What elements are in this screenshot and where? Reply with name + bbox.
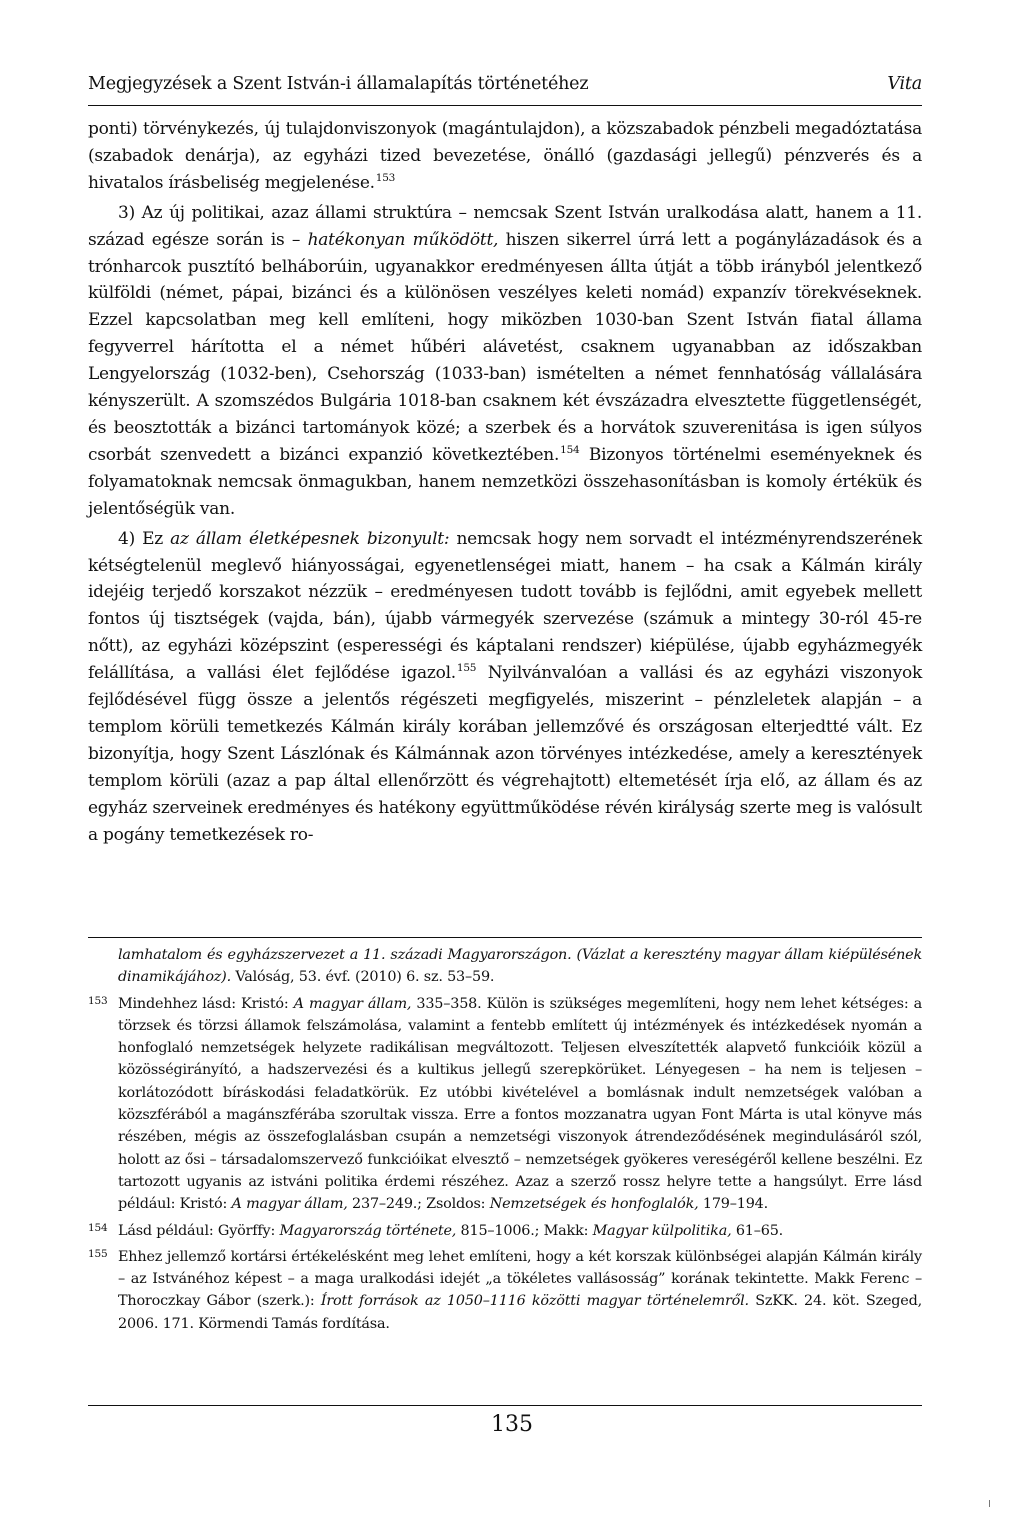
paragraph-text: ponti) törvénykezés, új tulajdonviszonyok (magántulajdon), a közszabadok pénzbeli megadóztatása (szabadok denárja), az egyházi tized bevezetése, önálló (gazdasági jellegű) pénzverés és a hivatalos írásbeliség megjelenése. bbox=[88, 119, 922, 193]
paragraph-text: 4) Ez bbox=[118, 528, 171, 549]
running-header bbox=[88, 74, 922, 94]
footnote-text: Valóság, 53. évf. (2010) 6. sz. 53–59. bbox=[230, 969, 495, 986]
footnotes bbox=[88, 944, 922, 1335]
footnote-text: 179–194. bbox=[698, 1196, 768, 1213]
footnote-ref-155[interactable]: 155 bbox=[456, 662, 477, 675]
footnote-text: Lásd például: Györffy: bbox=[118, 1222, 280, 1239]
footnote-text: Mindehhez lásd: Kristó: bbox=[118, 995, 294, 1012]
footnote-153 bbox=[88, 993, 922, 1216]
footnote-continuation bbox=[88, 944, 922, 989]
footnote-text: 815–1006.; Makk: bbox=[456, 1222, 593, 1239]
emphasis-text: A magyar állam, bbox=[293, 995, 412, 1012]
emphasis-text: Magyar külpolitika, bbox=[592, 1222, 732, 1239]
footnote-text: 237–249.; Zsoldos: bbox=[347, 1196, 490, 1213]
bottom-rule bbox=[88, 1405, 922, 1406]
footnote-155 bbox=[88, 1246, 922, 1335]
emphasis-text: Írott források az 1050–1116 közötti magyar történelemről. bbox=[320, 1293, 749, 1310]
footnote-separator bbox=[88, 937, 922, 938]
main-text bbox=[88, 116, 922, 848]
footnote-ref-154[interactable]: 154 bbox=[560, 444, 580, 457]
paragraph-continuation bbox=[88, 116, 922, 197]
paragraph-text: Nyilvánvalóan a vallási és az egyházi viszonyok fejlődésével függ össze a jelentős régészeti megfigyelés, miszerint – pénzleletek alapján – a templom körüli temetkezés Kálmán király korában jellemzővé és országosan elterjedtté vált. Ez bizonyítja, hogy Szent Lászlónak és Kálmánnak azon törvényes intézkedése, amely a keresztények templom körüli (azaz a pap által ellenőrzött és végrehajtott) eltemetését írja elő, az állam és az egyház szerveinek eredményes és hatékony együttműködése révén királyság szerte meg is valósult a pogány temetkezések ro- bbox=[88, 663, 922, 845]
footnote-text: SzKK. 24. köt. Szeged, 2006. 171. Körmendi Tamás fordítása. bbox=[118, 1293, 922, 1332]
header-rule bbox=[88, 105, 922, 106]
footnote-text: Ehhez jellemző kortársi értékelésként meg lehet említeni, hogy a két korszak különbségei alapján Kálmán király – az Istvánéhoz képest – a maga uralkodási idejét „a tökéletes vallásosság” korának tekintette. Makk Ferenc – Thoroczkay Gábor (szerk.): bbox=[118, 1248, 922, 1310]
emphasis-text: az állam életképesnek bizonyult: bbox=[170, 528, 450, 549]
footnote-text: 61–65. bbox=[731, 1222, 784, 1239]
footnote-text: 335–358. Külön is szükséges megemlíteni, hogy nem lehet kétséges: a törzsek és törzsi államok felszámolása, valamint a fentebb említett új intézmények és intézkedések nyomán a honfoglaló nemzetségek helyzete radikálisan megváltozott. Teljesen elveszítették alapvető funkcióik közül a közösségirányító, a hadszervezési és a kultikus jellegű szerepkörüket. Lényegesen – ha nem is teljesen – korlátozódott bíráskodási feladatkörük. Ez utóbbi kivételével a bomlásnak indult nemzetségek valóban a közszférából a magánszférába szorultak vissza. Erre a fontos mozzanatra ugyan Font Márta is utal könyve más részében, mégis az összefoglalásban csupán a nemzetségi viszonyok átrendeződésének megindulásáról szól, holott az ősi – társadalomszervező funkcióikat elvesztő – nemzetségek gyökeres vereségéről kellene beszélni. Ez tartozott ugyanis az istváni politika érdemi részéhez. Azaz a szerző rossz helyre tette a hangsúlyt. Erre lásd például: Kristó: bbox=[118, 995, 922, 1213]
emphasis-text: A magyar állam, bbox=[231, 1196, 348, 1213]
paragraph-text: hiszen sikerrel úrrá lett a pogánylázadások és a trónharcok pusztító belháborúin, ugyanakkor eredményesen állta útját a több irányból jelentkező külföldi (német, pápai, bizánci és a különösen veszélyes keleti nomád) expanzív törekvéseknek. Ezzel kapcsolatban meg kell említeni, hogy miközben 1030-ban Szent István fiatal állama fegyverrel hárította el a német hűbéri alávetést, csaknem ugyanabban az időszakban Lengyelország (1032-ben), Csehország (1033-ban) ismételten a német fennhatóság vállalására kényszerült. A szomszédos Bulgária 1018-ban csaknem két évszázadra elvesztette függetlenségét, és beosztották a bizánci tartományok közé; a szerbek és a horvátok szuverenitása is igen súlyos csorbát szenvedett a bizánci expanzió következtében. bbox=[88, 229, 923, 465]
section-label: Vita bbox=[887, 74, 922, 94]
emphasis-text: Magyarország története, bbox=[279, 1222, 457, 1239]
paragraph-text: nemcsak hogy nem sorvadt el intézményrendszerének kétségtelenül meglevő hiányosságai, egyenetlenségei miatt, hanem – ha csak a Kálmán király idejéig terjedő korszakot nézzük – eredményesen tudott tovább is fejlődni, amit egyebek mellett fontos új tisztségek (vajda, bán), újabb vármegyék szervezése (számuk a mintegy 30-ról 45-re nőtt), az egyházi középszint (esperességi és káptalani rendszer) kiépülése, újabb egyházmegyék felállítása, a vallási élet fejlődése igazol. bbox=[88, 528, 923, 684]
emphasis-text: Nemzetségek és honfoglalók, bbox=[489, 1196, 699, 1213]
emphasis-text: hatékonyan működött, bbox=[307, 229, 499, 250]
footnote-number: 155 bbox=[88, 1247, 108, 1260]
scan-speck bbox=[989, 1500, 990, 1507]
footnote-number: 153 bbox=[88, 994, 108, 1007]
paragraph-text: Bizonyos történelmi eseményeknek és folyamatoknak nemcsak önmagukban, hanem nemzetközi összehasonításban is komoly értékük és jelentőségük van. bbox=[88, 444, 923, 519]
paragraph-text: 3) Az új politikai, azaz állami struktúra – nemcsak Szent István uralkodása alatt, hanem a 11. század egésze során is – bbox=[88, 202, 922, 250]
paragraph-point-3 bbox=[88, 200, 922, 523]
running-title: Megjegyzések a Szent István-i államalapítás történetéhez bbox=[88, 74, 589, 94]
emphasis-text: lamhatalom és egyházszervezet a 11. századi Magyarországon. (Vázlat a keresztény magyar állam kiépülésének dinamikájához). bbox=[118, 947, 922, 986]
footnote-ref-153[interactable]: 153 bbox=[375, 172, 396, 185]
paragraph-point-4 bbox=[88, 526, 922, 849]
footnote-154 bbox=[88, 1220, 922, 1242]
page-number: 135 bbox=[491, 1412, 533, 1437]
footnote-number: 154 bbox=[88, 1221, 108, 1234]
